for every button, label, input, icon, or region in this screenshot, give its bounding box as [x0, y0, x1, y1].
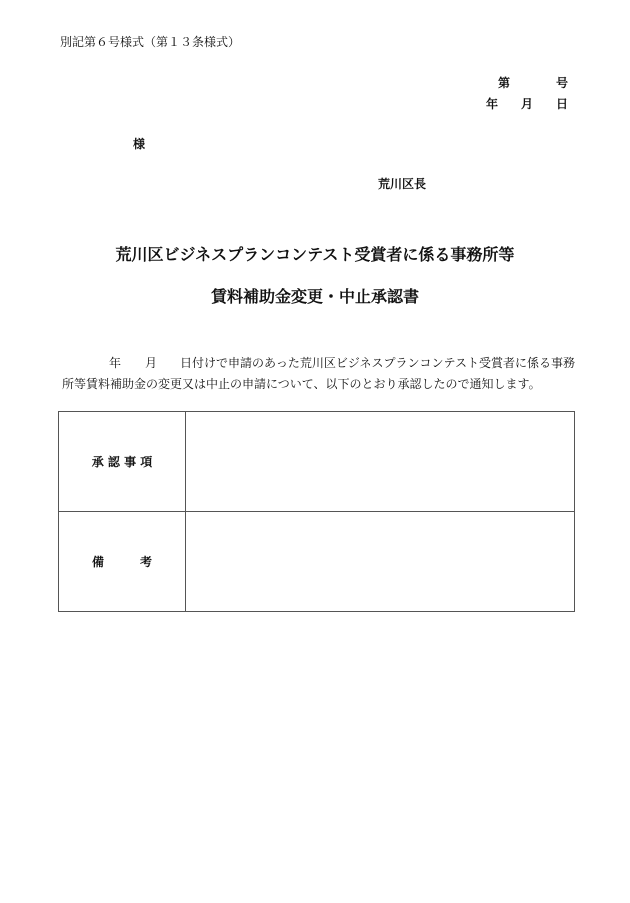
form-number-label: 別記第６号様式（第１３条様式） [60, 35, 241, 49]
date-year-label: 年 [486, 97, 499, 111]
approval-items-value [186, 412, 575, 512]
body-text-line-1: 日付けで申請のあった荒川区ビジネスプランコンテスト受賞者に係る事務 [180, 356, 576, 370]
addressee-honorific: 様 [133, 137, 146, 151]
date-day-label: 日 [556, 97, 569, 111]
body-month-label: 月 [145, 356, 158, 370]
approval-table [58, 411, 575, 612]
remarks-label: 備 考 [59, 512, 186, 612]
table-row [59, 412, 575, 512]
date-month-label: 月 [521, 97, 534, 111]
remarks-value [186, 512, 575, 612]
body-text-line-2: 所等賃料補助金の変更又は中止の申請について、以下のとおり承認したので通知します。 [62, 377, 541, 391]
table-row [59, 512, 575, 612]
body-year-label: 年 [109, 356, 122, 370]
document-title-line-2: 賃料補助金変更・中止承認書 [210, 287, 419, 306]
approval-items-label: 承 認 事 項 [59, 412, 186, 512]
document-title-line-1: 荒川区ビジネスプランコンテスト受賞者に係る事務所等 [115, 245, 515, 264]
issuer-name: 荒川区長 [378, 177, 427, 191]
document-number-suffix: 号 [556, 76, 569, 90]
document-number-prefix: 第 [498, 76, 511, 90]
